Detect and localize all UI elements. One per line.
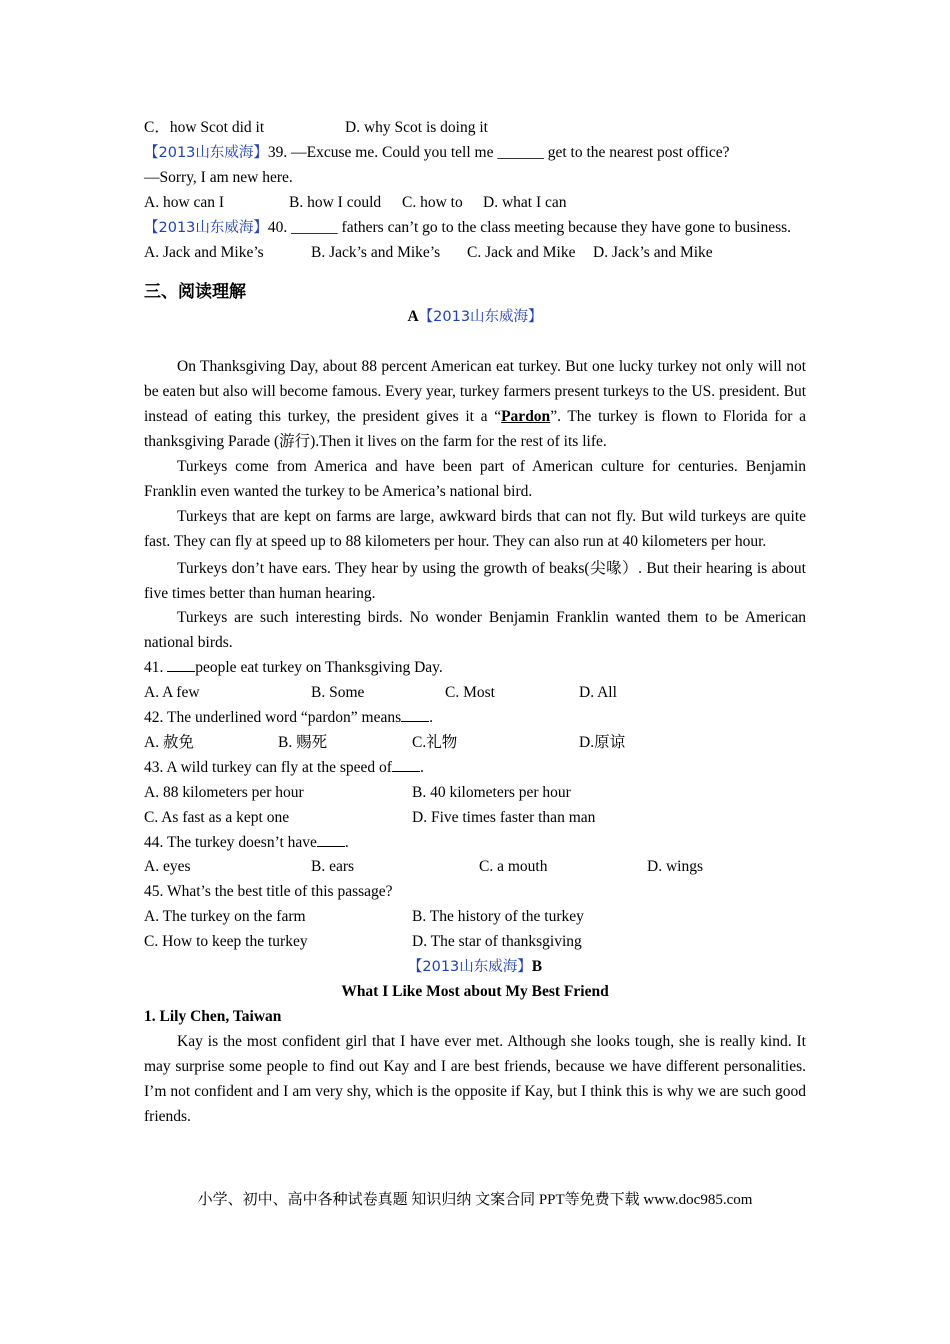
q43-option-d: D. Five times faster than man <box>412 808 596 826</box>
q40-text: 40. ______ fathers can’t go to the class meeting because they have gone to business. <box>267 218 792 236</box>
passage-b <box>144 1030 806 1130</box>
q40-option-a: A. Jack and Mike’s <box>144 243 264 261</box>
passage-b-subheading: 1. Lily Chen, Taiwan <box>144 1007 282 1025</box>
q40-option-b: B. Jack’s and Mike’s <box>311 243 441 261</box>
document-body <box>144 116 806 1129</box>
q41-question: 41. people eat turkey on Thanksgiving Day. <box>144 659 443 677</box>
passage-a-paragraph-2: Turkeys come from America and have been part of American culture for centuries. Benjamin Franklin even wanted the turkey to be America’s national bird. <box>144 457 806 500</box>
q42-option-d: D.原谅 <box>579 733 626 751</box>
underlined-word-pardon: Pardon <box>501 408 551 426</box>
q43-options-row1 <box>144 781 806 806</box>
q38-option-c: C．how Scot did it <box>144 119 265 136</box>
q41-option-b: B. Some <box>311 684 365 702</box>
part-a-heading <box>144 305 806 330</box>
q41-option-d: D. All <box>579 684 617 702</box>
q43-options-row2 <box>144 806 806 831</box>
passage-b-title: What I Like Most about My Best Friend <box>341 983 609 1000</box>
answer-blank <box>167 657 195 672</box>
q44-option-b: B. ears <box>311 858 355 876</box>
q39-text: 39. —Excuse me. Could you tell me ______ get to the nearest post office? <box>267 143 730 161</box>
q42-question: 42. The underlined word “pardon” means . <box>144 709 433 727</box>
answer-blank <box>317 832 345 847</box>
passage-a <box>144 355 806 656</box>
q39-question <box>144 141 806 166</box>
q40-options <box>144 241 806 266</box>
q40-question <box>144 216 806 241</box>
q39-reply: —Sorry, I am new here. <box>144 168 293 186</box>
q42-option-c: C.礼物 <box>412 733 458 751</box>
q43-option-b: B. 40 kilometers per hour <box>412 783 571 801</box>
q39-options <box>144 191 806 216</box>
q45-option-d: D. The star of thanksgiving <box>412 933 582 951</box>
q42-option-a: A. 赦免 <box>144 733 194 751</box>
q42-option-b: B. 赐死 <box>278 733 328 751</box>
q40-source-tag: 【2013山东威海】 <box>144 219 268 236</box>
q44-option-c: C. a mouth <box>479 858 548 876</box>
q39-source-tag: 【2013山东威海】 <box>144 144 268 161</box>
q44-option-a: A. eyes <box>144 858 191 876</box>
q45-options-row2 <box>144 930 806 955</box>
q43-question: 43. A wild turkey can fly at the speed of . <box>144 758 424 776</box>
part-b-source-tag: 【2013山东威海】 <box>407 959 532 976</box>
passage-b-paragraph-1: Kay is the most confident girl that I have ever met. Although she looks tough, she is really kind. It may surprise some people to find out Kay and I are best friends, because we have different personalities. I’m not confident and I am very shy, which is the opposite if Kay, but I think this is why we are such good friends. <box>144 1032 806 1125</box>
part-a-label: A <box>407 308 419 326</box>
passage-a-paragraph-1: On Thanksgiving Day, about 88 percent American eat turkey. But one lucky turkey not only will not be eaten but also will become famous. Every year, turkey farmers present turkeys to the US. president. But instead of eating this turkey, the president gives it a “Pardon”. The turkey is flown to Florida for a thanksgiving Parade (游行).Then it lives on the farm for the rest of its life. <box>144 358 806 451</box>
answer-blank <box>392 757 420 772</box>
passage-a-paragraph-4: Turkeys don’t have ears. They hear by using the growth of beaks(尖喙）. But their hearing is about five times better than human hearing. <box>144 559 806 602</box>
q38-options <box>144 116 806 141</box>
q44-option-d: D. wings <box>647 858 703 876</box>
q42-options <box>144 731 806 756</box>
q39-option-c: C. how to <box>402 193 463 211</box>
q39-option-d: D. what I can <box>483 193 567 211</box>
q45-option-a: A. The turkey on the farm <box>144 908 306 926</box>
page-footer <box>0 1188 950 1209</box>
q40-option-d: D. Jack’s and Mike <box>593 243 713 261</box>
passage-a-paragraph-5: Turkeys are such interesting birds. No wonder Benjamin Franklin wanted them to be American national birds. <box>144 609 806 652</box>
q45-option-c: C. How to keep the turkey <box>144 933 308 951</box>
q44-options <box>144 855 806 880</box>
q43-option-a: A. 88 kilometers per hour <box>144 783 304 801</box>
q41-option-c: C. Most <box>445 684 495 702</box>
q39-option-a: A. how can I <box>144 193 225 211</box>
q45-question: 45. What’s the best title of this passage? <box>144 883 393 901</box>
q40-option-c: C. Jack and Mike <box>467 243 576 261</box>
q45-option-b: B. The history of the turkey <box>412 908 584 926</box>
answer-blank <box>401 707 429 722</box>
q41-options <box>144 681 806 706</box>
q43-option-c: C. As fast as a kept one <box>144 808 290 826</box>
passage-a-paragraph-3: Turkeys that are kept on farms are large, awkward birds that can not fly. But wild turkeys are quite fast. They can fly at speed up to 88 kilometers per hour. They can also run at 40 kilometers per hour. <box>144 507 806 550</box>
q41-option-a: A. A few <box>144 684 200 702</box>
section-heading: 三、阅读理解 <box>144 282 246 303</box>
q44-question: 44. The turkey doesn’t have . <box>144 833 349 851</box>
part-a-source-tag: 【2013山东威海】 <box>418 309 543 326</box>
part-b-heading <box>144 955 806 980</box>
q39-option-b: B. how I could <box>289 193 382 211</box>
q38-option-d: D. why Scot is doing it <box>345 119 488 136</box>
q45-options-row1 <box>144 905 806 930</box>
part-b-label: B <box>531 958 543 976</box>
footer-text: 小学、初中、高中各种试卷真题 知识归纳 文案合同 PPT等免费下载 www.doc985.com <box>197 1192 753 1208</box>
